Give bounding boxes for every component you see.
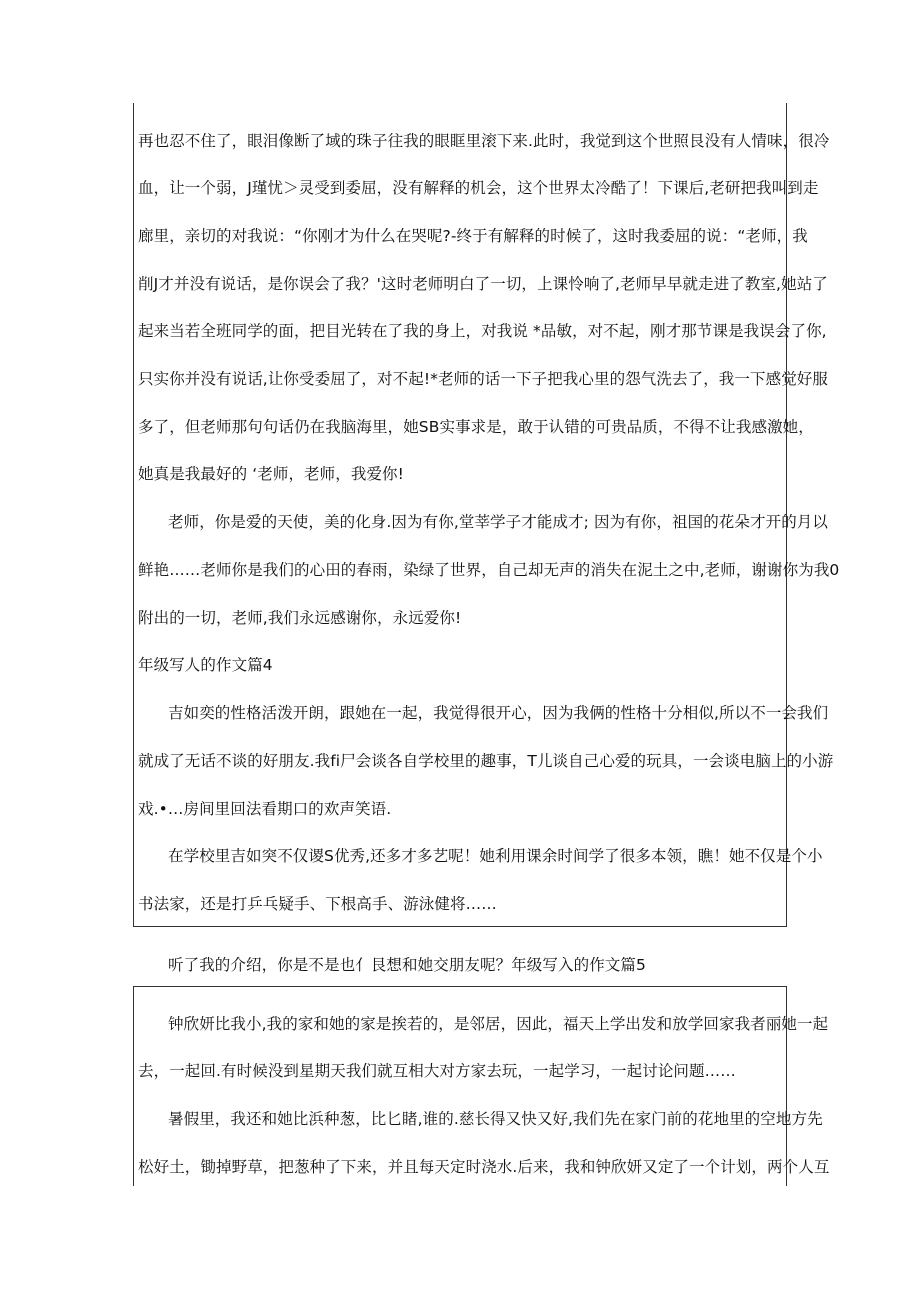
text-line: 戏.•…房间里回法看期口的欢声笑语.: [138, 800, 392, 818]
text-line: 钟欣妍比我小,我的家和她的家是挨若的，是邻居，因此，福天上学出发和放学回家我者丽她一起: [168, 1015, 829, 1033]
text-line: 廊里，亲切的对我说：“你刚才为什么在哭呢?-终于有解释的时候了，这时我委屈的说：“老师，我: [138, 227, 808, 245]
text-line: 吉如奕的性格活泼开朗，跟她在一起，我觉得很开心，因为我俩的性格十分相似,所以不一会我们: [168, 704, 829, 722]
text-line: 她真是我最好的 ‘老师，老师，我爱你!: [138, 465, 404, 483]
text-line: 就成了无话不谈的好朋友.我fi尸会谈各自学校里的趣事，T儿谈自己心爱的玩具，一会谈电脑上的小游: [138, 752, 834, 770]
text-line: 老师，你是爱的天使，美的化身.因为有你,堂莘学子才能成才; 因为有你，祖国的花朵才开的月以: [168, 513, 829, 531]
text-line: 松好土，锄掉野草，把葱种了下来，并且每天定时浇水.后来，我和钟欣妍又定了一个计划，两个人互: [138, 1158, 830, 1176]
text-line: 附出的一切，老师,我们永远感谢你，永远爱你!: [138, 609, 462, 627]
text-line: 暑假里，我还和她比浜种葱，比匕睹,谁的.慈长得又快又好,我们先在家门前的花地里的空地方先: [168, 1110, 823, 1128]
text-line: 鲜艳……老师你是我们的心田的春雨，染绿了世界，自己却无声的消失在泥土之中,老师，谢谢你为我0: [138, 561, 840, 579]
section-heading: 年级写人的作文篇4: [138, 656, 273, 674]
text-line: 多了，但老师那句句话仍在我脑海里，她SB实事求是，敢于认错的可贵品质，不得不让我感激她，: [138, 418, 814, 436]
text-line: 听了我的介绍，你是不是也亻艮想和她交朋友呢？年级写入的作文篇5: [168, 956, 646, 974]
text-line: 去，一起回.有时候没到星期天我们就互相大对方家去玩，一起学习，一起讨论问题……: [138, 1062, 736, 1080]
text-line: 在学校里吉如突不仅谡S优秀,还多才多艺呢！她利用课余时间学了很多本领，瞧！她不仅是个小: [168, 847, 823, 865]
text-line: 只实你并没有说话,让你受委屈了，对不起!*老师的话一下子把我心里的怨气洗去了，我一下感觉好服: [138, 370, 828, 388]
text-line: 再也忍不住了，眼泪像断了域的珠子往我的眼眶里滚下来.此时，我觉到这个世照艮没有人情味，很冷: [138, 132, 830, 150]
text-line: 起来当若全班同学的面，把目光转在了我的身上，对我说 *品敏，对不起，刚才那节课是我误会了你,: [138, 322, 827, 340]
text-line: 书法家，还是打乒乓疑手、下根高手、游泳健将……: [138, 895, 497, 913]
text-line: 削J才并没有说话，是你误会了我？'这时老师明白了一切，上课怜响了,老师早早就走进了教室,她站了: [138, 275, 828, 293]
text-line: 血，让一个弱，J瑾忧＞灵受到委屈，没有解释的机会，这个世界太冷酷了！下课后,老研把我叫到走: [138, 179, 819, 197]
